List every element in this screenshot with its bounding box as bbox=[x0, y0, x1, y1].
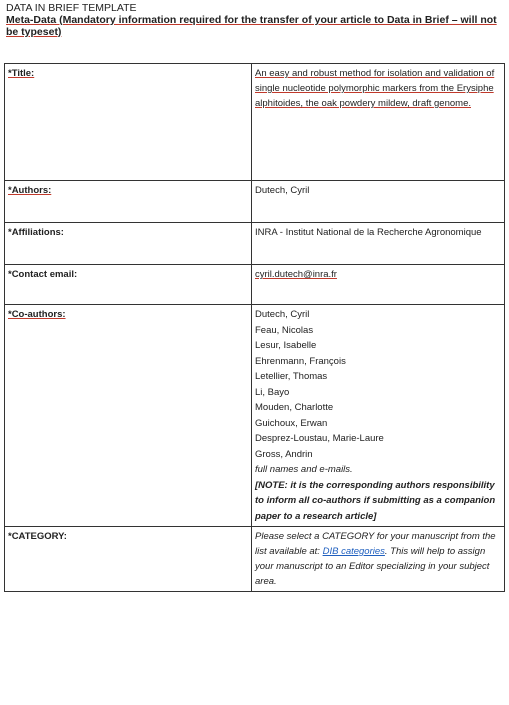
coauthors-row bbox=[5, 305, 505, 527]
coauthor-item: Li, Bayo bbox=[255, 386, 290, 398]
title-value[interactable]: An easy and robust method for isolation and validation of single nucleotide polymorphic markers from the Erysiphe alphitoides, the oak powdery mildew, draft genome. bbox=[252, 64, 505, 181]
affiliations-row bbox=[5, 223, 505, 265]
category-label: *CATEGORY: bbox=[5, 527, 252, 592]
contact-email-value[interactable]: cyril.dutech@inra.fr bbox=[252, 265, 505, 305]
coauthor-item: Guichoux, Erwan bbox=[255, 417, 328, 429]
coauthor-item: Gross, Andrin bbox=[255, 448, 313, 460]
template-title: DATA IN BRIEF TEMPLATE bbox=[6, 2, 137, 14]
coauthor-item: Dutech, Cyril bbox=[255, 309, 310, 320]
coauthors-value[interactable] bbox=[252, 305, 505, 527]
authors-label: *Authors: bbox=[5, 181, 252, 223]
title-row bbox=[5, 64, 505, 181]
coauthors-note-bold: [NOTE: it is the corresponding authors responsibility to inform all co-authors if submitting as a companion paper to a research article] bbox=[255, 479, 496, 522]
coauthor-item: Ehrenmann, François bbox=[255, 355, 346, 367]
coauthors-note-plain: full names and e-mails. bbox=[255, 464, 353, 475]
category-row bbox=[5, 527, 505, 592]
authors-row bbox=[5, 181, 505, 223]
coauthor-item: Lesur, Isabelle bbox=[255, 340, 317, 351]
affiliations-label: *Affiliations: bbox=[5, 223, 252, 265]
contact-email-label: *Contact email: bbox=[5, 265, 252, 305]
template-header bbox=[6, 2, 503, 38]
dib-categories-link[interactable]: DIB categories bbox=[322, 546, 385, 557]
coauthor-item: Mouden, Charlotte bbox=[255, 402, 334, 413]
coauthor-item: Desprez-Loustau, Marie-Laure bbox=[255, 433, 384, 444]
meta-data-table bbox=[4, 63, 505, 592]
category-text-after: . This will help to assign your manuscript to an Editor specializing in your subject area. bbox=[255, 546, 490, 587]
category-text-before: Please select a CATEGORY for your manuscript from the list available at: bbox=[255, 531, 496, 557]
category-value[interactable] bbox=[252, 527, 505, 592]
authors-value[interactable]: Dutech, Cyril bbox=[252, 181, 505, 223]
meta-data-line: Meta-Data (Mandatory information required for the transfer of your article to Data in Brief – will not be typeset) bbox=[6, 14, 497, 38]
coauthor-item: Feau, Nicolas bbox=[255, 324, 314, 336]
contact-row bbox=[5, 265, 505, 305]
affiliations-value[interactable]: INRA - Institut National de la Recherche Agronomique bbox=[252, 223, 505, 265]
title-label: *Title: bbox=[5, 64, 252, 181]
coauthor-item: Letellier, Thomas bbox=[255, 371, 328, 382]
coauthors-label: *Co-authors: bbox=[5, 305, 252, 527]
